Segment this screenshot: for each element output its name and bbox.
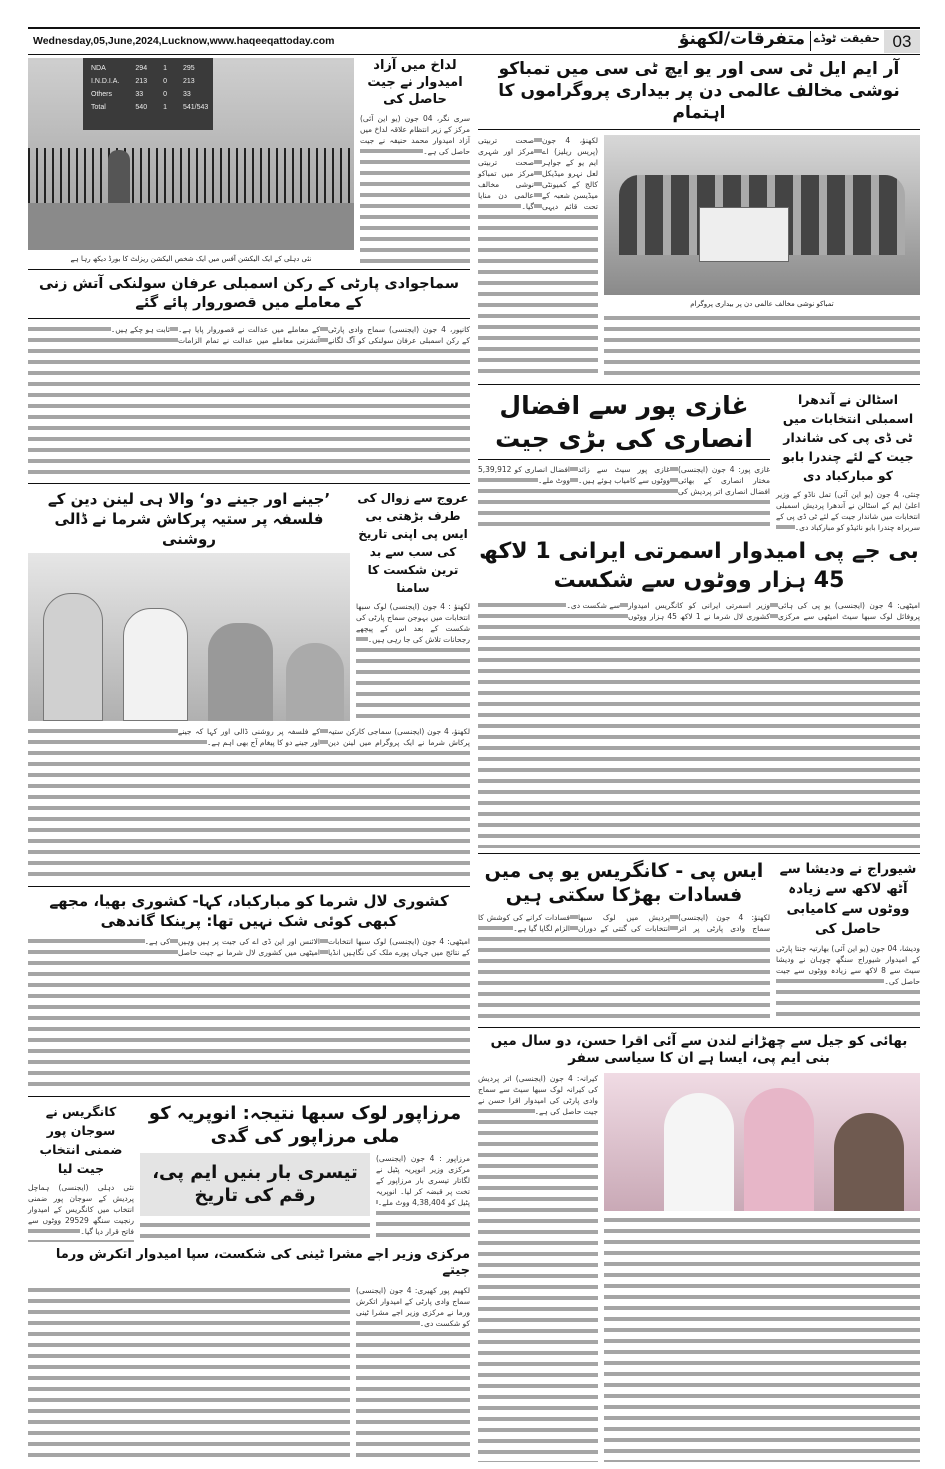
bsp-article (356, 489, 470, 721)
article-text: غازی پور: 4 جون (ایجنسی) مختار انصاری کے بھائی افضال انصاری اتر پردیش کی غازی پور سیٹ سے زائد ووٹوں سے کامیاب ہوئے ہیں۔ افضال انصاری کو 5,39,912 ووٹ ملے۔ (478, 465, 770, 497)
rule (478, 384, 920, 385)
scoreboard-row (83, 88, 216, 101)
rule (28, 483, 470, 484)
scoreboard (83, 58, 213, 130)
lenin-bsp-section (28, 489, 470, 721)
article-text: مرزاپور : 4 جون (ایجنسی) مرکزی وزیر انوپریہ پٹیل نے لگاتار تیسری بار مرزاپور کے تخت پر قبضہ کر لیا۔ انوپریہ پٹیل کو 4,38,404 ووٹ ملے۔ (376, 1153, 470, 1207)
headline-ghazipur: غازی پور سے افضال انصاری کی بڑی جیت (495, 391, 753, 453)
right-column (478, 58, 920, 1462)
fence (28, 148, 354, 203)
paper-name-logo: حقیقت ٹوڈے (813, 32, 880, 45)
article-body-sujanpur (28, 1182, 134, 1242)
election-board-photo (28, 58, 354, 250)
article-body-lenin (28, 726, 470, 881)
article-body-solanki (28, 324, 470, 479)
headline-ajay-mishra-teni: مرکزی وزیر اجے مشرا ٹینی کی شکست، سپا امیدوار اتکرش ورما جیتے (55, 1246, 470, 1279)
rule (28, 886, 470, 887)
lenin-article (28, 489, 350, 721)
person (286, 643, 344, 721)
iqra-hasan-photo (604, 1073, 920, 1211)
sp-congress-article (478, 859, 770, 1022)
leading: 0 (163, 78, 167, 85)
mirzapur-sub (140, 1153, 370, 1242)
headline-mirzapur: مرزاپور لوک سبھا نتیجہ: انوپریہ کو ملی مرزاپور کی گدی (148, 1102, 462, 1148)
seminar-photo (28, 553, 350, 721)
scoreboard-row (83, 101, 216, 114)
article-body-teni (356, 1285, 470, 1462)
left-column (28, 58, 470, 1462)
stalin-article (776, 390, 920, 533)
article-text: امیٹھی: 4 جون (ایجنسی) یو پی کی ہائی پروفائل لوک سبھا سیٹ امیٹھی سے مرکزی وزیر اسمرتی ایرانی کو کانگریس امیدوار کشوری لال شرما نے 1 لاکھ 45 ہزار ووٹوں سے شکست دی۔ (566, 601, 920, 622)
header-divider (810, 31, 811, 51)
scoreboard-row (83, 75, 216, 88)
headline-lenin: ’جینے اور جینے دو‘ والا ہی لینن دین کے فلسفہ پر ستیہ پرکاش شرما نے ڈالی روشنی (47, 490, 331, 549)
article-text: نئی دہلی (ایجنسی) ہماچل پردیش کے سوجان پور ضمنی انتخاب میں کانگریس کے امیدوار رنجیت سنگھ 29529 ووٹوں سے فاتح قرار دیا گیا۔ (28, 1182, 134, 1236)
rml-figure (604, 135, 920, 379)
rule (478, 129, 920, 130)
article-text: لکھنؤ : 4 جون (ایجنسی) لوک سبھا انتخابات میں بہوجن سماج پارٹی کی شکست کے بعد اس کے پیچھے رجحانات تلاش کی جا رہی ہیں۔ (356, 602, 470, 645)
ladakh-article (360, 58, 470, 264)
teni-section (28, 1285, 470, 1462)
leading: 1 (163, 65, 167, 72)
article-text: سری نگر، 04 جون (یو این آئی) مرکز کے زیر انتظام علاقہ لداخ میں آزاد امیدوار محمد حنیفہ نے جیت حاصل کی ہے۔ (360, 113, 470, 156)
article-body-kishori (28, 936, 470, 1091)
iqra-section (478, 1073, 920, 1462)
rule (478, 459, 770, 460)
headline-sp-congress: ایس پی - کانگریس یو پی میں فسادات بھڑکا سکتی ہیں (484, 859, 764, 907)
person (664, 1093, 734, 1211)
mirzapur-section (28, 1102, 470, 1242)
headline-shivraj: شیوراج نے ودیشا سے آٹھ لاکھ سے زیادہ ووٹوں سے کامیابی حاصل کی (779, 860, 917, 937)
header-bottom-rule (28, 54, 920, 55)
party: NDA (91, 65, 106, 72)
rule (28, 318, 470, 319)
person (208, 623, 273, 721)
headline-rml: آر ایم ایل ٹی سی اور یو ایچ ٹی سی میں تمباکو نوشی مخالف عالمی دن پر بیداری پروگراموں کا اہتمام (498, 59, 900, 124)
placard (699, 207, 789, 262)
article-body-ghazipur (478, 464, 770, 533)
pavement (28, 203, 354, 250)
mirzapur-body-row (140, 1153, 470, 1242)
party: I.N.D.I.A. (91, 78, 120, 85)
person (744, 1088, 814, 1211)
article-text: لکھنؤ، 4 جون (ایجنسی) سماجی کارکن ستیہ پرکاش شرما نے ایک پروگرام میں لینن دین کے فلسفہ پر روشنی ڈالی اور کہا کہ جینے اور جینے دو کا پیغام آج بھی اہم ہے۔ (178, 727, 470, 748)
article-text: چنئی، 4 جون (یو این آئی) تمل ناڈو کے وزیر اعلیٰ ایم کے اسٹالن نے آندھرا پردیش اسمبلی انتخابات میں شاندار جیت کے لئے ٹی ڈی پی کے سربراہ چندرا بابو نائیڈو کو مبارکباد دی۔ (776, 490, 920, 533)
rml-section (478, 135, 920, 379)
subheadline-mirzapur: تیسری بار بنیں ایم پی، رقم کی تاریخ (140, 1153, 370, 1216)
headline-kishori-lal: کشوری لال شرما کو مبارکباد، کہا- کشوری بھیا، مجھے کبھی کوئی شک نہیں تھا: پرینکا گاندھی (49, 892, 449, 930)
won: 294 (135, 65, 148, 72)
article-body-ladakh (360, 113, 470, 264)
awareness-program-photo (604, 135, 920, 295)
article-body-iqra-cont (604, 1215, 920, 1462)
person-silhouette (108, 150, 130, 203)
article-body-mirzapur-cont (140, 1220, 370, 1242)
photo-caption: تمباکو نوشی مخالف عالمی دن پر بیداری پروگرام (690, 300, 834, 309)
article-text: لکھیم پور کھیری: 4 جون (ایجنسی) سماج وادی پارٹی کے امیدوار اتکرش ورما نے مرکزی وزیر اجے مشرا ٹینی کو شکست دی۔ (356, 1286, 470, 1329)
ladakh-section (28, 58, 470, 264)
total: 33 (183, 91, 191, 98)
headline-solanki: سماجوادی پارٹی کے رکن اسمبلی عرفان سولنکی آتش زنی کے معاملے میں قصوروار پائے گئے (38, 276, 460, 311)
headline-smriti-irani: بی جے پی امیدوار اسمرتی ایرانی 1 لاکھ 45 ہزار ووٹوں سے شکست (479, 539, 919, 593)
article-body-rml-cont (604, 313, 920, 379)
article-text: کانپور، 4 جون (ایجنسی) سماج وادی پارٹی کے رکن اسمبلی عرفان سولنکی کو آگ لگانے کے معاملے میں عدالت نے قصوروار پایا ہے۔ آتشزنی معاملے میں عدالت نے تمام الزامات ثابت ہو چکے ہیں۔ (110, 324, 470, 345)
article-body-mirzapur-more (28, 1285, 350, 1462)
total: 295 (183, 65, 195, 72)
headline-stalin: اسٹالن نے آندھرا اسمبلی انتخابات میں ٹی ڈی پی کی شاندار جیت کے لئے چندرا بابو کو مبارکباد دی (782, 392, 914, 484)
person (43, 593, 103, 721)
article-body-shivraj (776, 943, 920, 1022)
headline-iqra-hasan: بھائی کو جیل سے چھڑانے لندن سے آئی اقرا حسن، دو سال میں بنی ایم پی، ایسا ہے ان کا سیاسی سفر (490, 1032, 908, 1067)
article-body-smriti (478, 600, 920, 847)
election-board-figure (28, 58, 354, 264)
article-text: ودیشا، 04 جون (یو این آئی) بھارتیہ جنتا پارٹی کے امیدوار شیوراج سنگھ چوہان نے ودیشا سیٹ سے 8 لاکھ سے زیادہ ووٹوں سے جیت حاصل کی۔ (776, 943, 920, 986)
page-number: 03 (884, 30, 920, 53)
won: 540 (135, 104, 148, 111)
scoreboard-row (83, 62, 216, 75)
article-text: امیٹھی: 4 جون (ایجنسی) لوک سبھا انتخابات کے نتائج میں جہاں پورے ملک کی نگاہیں انڈیا الائنس اور این ڈی اے کی جیت پر ہیں وہیں امیٹھی میں کشوری لال شرما نے جیت حاصل کی ہے۔ (144, 937, 470, 958)
iqra-figure (604, 1073, 920, 1462)
sujanpur-article (28, 1102, 134, 1242)
sp-congress-section (478, 859, 920, 1022)
article-body-stalin (776, 489, 920, 533)
leading: 0 (163, 91, 167, 98)
headline-bsp: عروج سے زوال کی طرف بڑھتی بی ایس پی اپنی تاریخ کی سب سے بد ترین شکست کا سامنا (357, 491, 469, 596)
party: Total (91, 104, 106, 111)
article-text: کیرانہ: 4 جون (ایجنسی) اتر پردیش کی کیرانہ لوک سبھا سیٹ سے سماج وادی پارٹی کی امیدوار اقرا حسن نے جیت حاصل کی ہے۔ (478, 1073, 598, 1116)
rule (28, 1096, 470, 1097)
article-body-sp-congress (478, 912, 770, 1022)
headline-sujanpur: کانگریس نے سوجان پور ضمنی انتخاب جیت لیا (39, 1103, 123, 1176)
rule (478, 1027, 920, 1028)
article-text: لکھنؤ، 4 جون (پریس ریلیز) اے ایم یو کے جواہر لعل نہرو میڈیکل کالج کے کمیونٹی میڈیسن شعبہ کے تحت قائم دیہی صحت تربیتی مرکز اور شہری صحت تربیتی مرکز میں تمباکو نوشی مخالف عالمی دن منایا گیا۔ (478, 136, 599, 212)
total: 213 (183, 78, 195, 85)
rule (478, 853, 920, 854)
total: 541/543 (183, 104, 209, 111)
article-body-bsp (356, 601, 470, 721)
ghazipur-section (478, 390, 920, 533)
article-body-mirzapur (376, 1153, 470, 1242)
article-text: لکھنؤ: 4 جون (ایجنسی) سماج وادی پارٹی پر اتر پردیش میں لوک سبھا انتخابات کی گنتی کے دوران فسادات کرانے کی کوشش کا الزام لگایا گیا ہے۔ (478, 912, 771, 933)
person (123, 608, 188, 721)
party: Others (91, 91, 113, 98)
photo-caption: نئی دہلی کے ایک الیکشن آفس میں ایک شخص الیکشن ریزلٹ کا بورڈ دیکھ رہا ہے (70, 255, 312, 263)
headline-ladakh: لداخ میں آزاد امیدوار نے جیت حاصل کی (367, 58, 463, 107)
shivraj-article (776, 859, 920, 1022)
dateline: Wednesday,05,June,2024,Lucknow,www.haqeeqattoday.com (33, 35, 335, 47)
rule (28, 269, 470, 270)
mirzapur-article (140, 1102, 470, 1242)
won: 33 (135, 91, 144, 98)
article-body-iqra (478, 1073, 598, 1462)
leading: 1 (163, 104, 167, 111)
person (834, 1113, 904, 1211)
article-body-rml (478, 135, 598, 379)
ghazipur-article (478, 390, 770, 533)
section-title: متفرقات/لکھنؤ (678, 29, 805, 49)
won: 213 (135, 78, 148, 85)
